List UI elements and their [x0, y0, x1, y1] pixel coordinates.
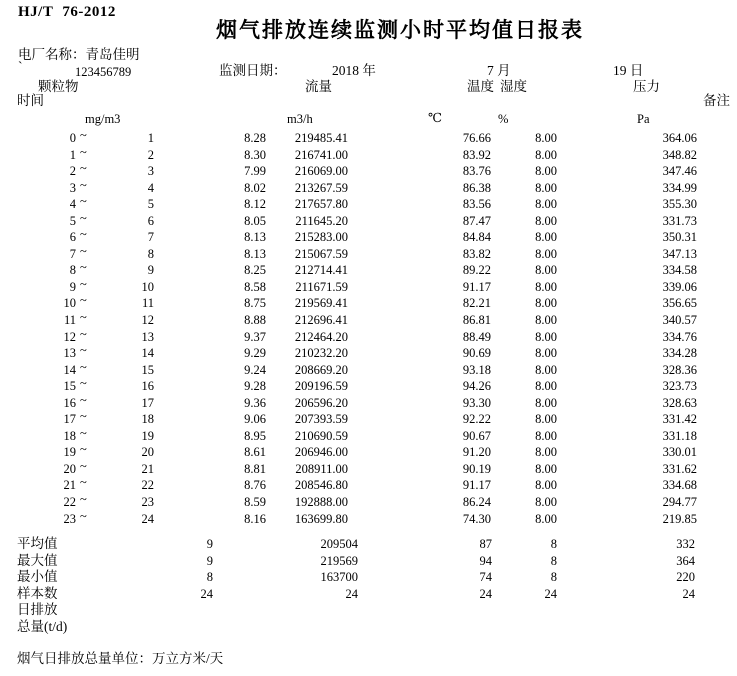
- pressure-value: 328.36: [662, 362, 697, 377]
- pm-value: 9.29: [244, 346, 266, 361]
- flow-value: 215067.59: [294, 246, 348, 261]
- to-hour: 16: [141, 379, 154, 394]
- from-hour: 5: [69, 213, 76, 228]
- humidity-value: 8.00: [535, 329, 557, 344]
- flow-value: 215283.00: [294, 230, 348, 245]
- to-hour: 1: [147, 131, 154, 145]
- humidity-value: 8.00: [535, 495, 557, 510]
- pressure-value: 331.62: [662, 461, 697, 476]
- range-separator: ~: [80, 475, 87, 490]
- table-row: [0, 196, 737, 213]
- humidity-value: 8.00: [535, 213, 557, 228]
- table-row: [0, 345, 737, 362]
- monitor-date-label: 监测日期：: [219, 63, 287, 78]
- pressure-value: 347.13: [662, 246, 697, 261]
- range-separator: ~: [80, 343, 87, 358]
- range-separator: ~: [80, 161, 87, 176]
- summary-value: 8: [550, 570, 557, 585]
- range-separator: ~: [80, 425, 87, 440]
- pressure-value: 331.18: [662, 428, 697, 443]
- flow-value: 212696.41: [294, 313, 348, 328]
- range-separator: ~: [80, 310, 87, 325]
- temp-value: 76.66: [462, 131, 491, 145]
- pressure-value: 334.99: [662, 180, 697, 195]
- summary-value: 8: [550, 553, 557, 568]
- humidity-value: 8.00: [535, 197, 557, 212]
- summary-label: 总量(t/d): [17, 618, 68, 634]
- table-row: [0, 177, 737, 197]
- pm-value: 8.13: [244, 230, 266, 245]
- pressure-value: 364.06: [662, 131, 697, 145]
- col-header-remark: 备注: [703, 93, 730, 108]
- from-hour: 14: [63, 362, 76, 377]
- table-row: [0, 144, 737, 164]
- from-hour: 20: [63, 461, 76, 476]
- table-row: [0, 326, 737, 346]
- from-hour: 2: [69, 164, 76, 179]
- summary-label: 平均值: [17, 536, 58, 551]
- humidity-value: 8.00: [535, 246, 557, 261]
- pm-value: 8.58: [244, 279, 266, 294]
- flow-value: 208546.80: [294, 478, 348, 493]
- from-hour: 23: [63, 511, 76, 526]
- temp-value: 86.38: [462, 180, 491, 195]
- summary-row: [0, 536, 737, 553]
- humidity-value: 8.00: [535, 131, 557, 145]
- range-separator: ~: [80, 442, 87, 457]
- temp-value: 86.24: [462, 495, 491, 510]
- to-hour: 12: [141, 313, 154, 328]
- col-header-flow: 流量: [305, 79, 332, 94]
- from-hour: 0: [69, 131, 76, 145]
- flow-value: 207393.59: [294, 412, 348, 427]
- summary-row: [0, 569, 737, 586]
- summary-value: 163700: [320, 570, 358, 585]
- pm-value: 7.99: [244, 164, 266, 179]
- table-row: [0, 210, 737, 230]
- temp-value: 92.22: [462, 412, 491, 427]
- from-hour: 1: [69, 147, 76, 162]
- temp-value: 93.18: [462, 362, 491, 377]
- col-header-pressure: 压力: [633, 79, 660, 94]
- pressure-value: 347.46: [662, 164, 697, 179]
- monitor-date-year: 2018 年: [332, 63, 376, 78]
- range-separator: ~: [80, 177, 87, 192]
- temp-value: 90.67: [462, 428, 491, 443]
- pressure-value: 355.30: [662, 197, 697, 212]
- temp-value: 91.17: [462, 279, 491, 294]
- to-hour: 24: [141, 511, 154, 526]
- pm-value: 8.05: [244, 213, 266, 228]
- summary-value: 8: [550, 537, 557, 551]
- table-row: [0, 243, 737, 263]
- summary-label: 最大值: [17, 552, 58, 568]
- range-separator: ~: [80, 326, 87, 341]
- from-hour: 13: [63, 346, 76, 361]
- pm-value: 8.76: [244, 478, 266, 493]
- table-row: [0, 444, 737, 461]
- to-hour: 21: [141, 461, 154, 476]
- from-hour: 4: [69, 197, 76, 212]
- from-hour: 6: [69, 230, 76, 245]
- pressure-value: 348.82: [662, 147, 697, 162]
- to-hour: 3: [147, 164, 154, 179]
- humidity-value: 8.00: [535, 412, 557, 427]
- pressure-value: 334.28: [662, 346, 697, 361]
- to-hour: 6: [147, 213, 154, 228]
- humidity-value: 8.00: [535, 511, 557, 526]
- summary-rows: [0, 536, 737, 636]
- flow-value: 208669.20: [294, 362, 348, 377]
- flow-value: 208911.00: [295, 461, 348, 476]
- flow-value: 219569.41: [294, 296, 348, 311]
- pressure-value: 330.01: [662, 445, 697, 460]
- from-hour: 17: [63, 412, 76, 427]
- flow-value: 210690.59: [294, 428, 348, 443]
- humidity-value: 8.00: [535, 180, 557, 195]
- temp-value: 83.76: [462, 164, 491, 179]
- from-hour: 21: [63, 478, 76, 493]
- col-header-temp: 温度: [467, 79, 494, 94]
- summary-value: 9: [206, 537, 213, 551]
- summary-value: 219569: [320, 553, 358, 568]
- from-hour: 12: [63, 329, 76, 344]
- pressure-value: 356.65: [662, 296, 697, 311]
- table-row: [0, 458, 737, 478]
- humidity-value: 8.00: [535, 164, 557, 179]
- pm-value: 9.36: [244, 395, 266, 410]
- pm-value: 8.25: [244, 263, 266, 278]
- table-row: [0, 508, 737, 528]
- col-header-time: 时间: [17, 93, 44, 108]
- standard-code: HJ/T 76-2012: [18, 4, 116, 20]
- data-rows: [0, 130, 737, 527]
- pm-value: 8.16: [244, 511, 266, 526]
- pressure-value: 339.06: [662, 279, 697, 294]
- to-hour: 13: [141, 329, 154, 344]
- temp-value: 88.49: [462, 329, 491, 344]
- temp-value: 91.20: [462, 445, 491, 460]
- summary-row: [0, 619, 737, 636]
- table-row: [0, 229, 737, 246]
- summary-label: 日排放: [17, 602, 58, 618]
- to-hour: 4: [147, 180, 154, 195]
- range-separator: ~: [80, 409, 87, 424]
- flow-value: 216069.00: [294, 164, 348, 179]
- from-hour: 10: [63, 296, 76, 311]
- temp-value: 83.56: [462, 197, 491, 212]
- from-hour: 9: [69, 279, 76, 294]
- summary-row: [0, 602, 737, 619]
- summary-value: 24: [479, 586, 492, 601]
- table-row: [0, 312, 737, 329]
- temp-value: 90.69: [462, 346, 491, 361]
- pm-value: 8.59: [244, 495, 266, 510]
- flow-value: 216741.00: [294, 147, 348, 162]
- range-separator: ~: [80, 243, 87, 258]
- pressure-value: 331.42: [662, 412, 697, 427]
- humidity-value: 8.00: [535, 313, 557, 328]
- pressure-value: 340.57: [662, 313, 697, 328]
- temp-value: 86.81: [462, 313, 491, 328]
- plant-name: 电厂名称：青岛佳明: [18, 47, 140, 62]
- summary-value: 364: [676, 553, 695, 568]
- range-separator: ~: [80, 492, 87, 507]
- range-separator: ~: [80, 194, 87, 209]
- from-hour: 15: [63, 379, 76, 394]
- col-header-humidity: 湿度: [500, 79, 527, 94]
- summary-label: 样本数: [17, 585, 58, 601]
- pressure-value: 334.68: [662, 478, 697, 493]
- humidity-value: 8.00: [535, 461, 557, 476]
- flow-value: 219485.41: [294, 131, 348, 145]
- range-separator: ~: [80, 359, 87, 374]
- from-hour: 11: [63, 313, 76, 328]
- pm-value: 8.75: [244, 296, 266, 311]
- table-row: [0, 359, 737, 379]
- summary-value: 24: [200, 586, 213, 601]
- pm-value: 8.02: [244, 180, 266, 195]
- summary-value: 209504: [320, 537, 358, 551]
- unit-flow: m3/h: [287, 112, 313, 126]
- tick-mark: `: [18, 59, 23, 74]
- temp-value: 87.47: [462, 213, 491, 228]
- summary-row: [0, 553, 737, 570]
- pm-value: 8.12: [244, 197, 266, 212]
- range-separator: ~: [80, 128, 87, 142]
- to-hour: 22: [141, 478, 154, 493]
- pressure-value: 328.63: [662, 395, 697, 410]
- table-row: [0, 477, 737, 494]
- flow-value: 213267.59: [294, 180, 348, 195]
- range-separator: ~: [80, 293, 87, 308]
- unit-pm: mg/m3: [85, 112, 121, 126]
- humidity-value: 8.00: [535, 445, 557, 460]
- table-row: [0, 262, 737, 279]
- to-hour: 8: [147, 246, 154, 261]
- pm-value: 8.95: [244, 428, 266, 443]
- pm-value: 9.37: [244, 329, 266, 344]
- pressure-value: 294.77: [662, 495, 697, 510]
- from-hour: 19: [63, 445, 76, 460]
- flow-value: 192888.00: [294, 495, 348, 510]
- humidity-value: 8.00: [535, 362, 557, 377]
- range-separator: ~: [80, 144, 87, 159]
- temp-value: 89.22: [462, 263, 491, 278]
- flow-value: 210232.20: [294, 346, 348, 361]
- summary-label: 最小值: [17, 569, 58, 585]
- humidity-value: 8.00: [535, 263, 557, 278]
- pm-value: 8.88: [244, 313, 266, 328]
- from-hour: 18: [63, 428, 76, 443]
- pm-value: 9.24: [244, 362, 266, 377]
- temp-value: 94.26: [462, 379, 491, 394]
- pm-value: 8.81: [244, 461, 266, 476]
- pm-value: 8.28: [244, 131, 266, 145]
- summary-value: 9: [206, 553, 213, 568]
- to-hour: 20: [141, 445, 154, 460]
- unit-pressure: Pa: [637, 112, 650, 126]
- table-row: [0, 494, 737, 511]
- pm-value: 8.30: [244, 147, 266, 162]
- monitor-date-month: 7 月: [487, 63, 511, 78]
- monitor-date-day: 19 日: [613, 63, 644, 78]
- range-separator: ~: [80, 376, 87, 391]
- pressure-value: 334.76: [662, 329, 697, 344]
- from-hour: 3: [69, 180, 76, 195]
- table-row: [0, 425, 737, 445]
- pressure-value: 334.58: [662, 263, 697, 278]
- pm-value: 8.13: [244, 246, 266, 261]
- pressure-value: 331.73: [662, 213, 697, 228]
- summary-value: 8: [206, 570, 213, 585]
- to-hour: 15: [141, 362, 154, 377]
- col-header-pm: 颗粒物: [38, 79, 79, 94]
- temp-value: 83.92: [462, 147, 491, 162]
- flow-value: 212714.41: [294, 263, 348, 278]
- summary-value: 24: [544, 586, 557, 601]
- summary-value: 74: [479, 570, 492, 585]
- humidity-value: 8.00: [535, 147, 557, 162]
- to-hour: 11: [141, 296, 154, 311]
- flow-value: 212464.20: [294, 329, 348, 344]
- humidity-value: 8.00: [535, 379, 557, 394]
- summary-value: 24: [682, 586, 695, 601]
- report-title: 烟气排放连续监测小时平均值日报表: [216, 18, 584, 42]
- humidity-value: 8.00: [535, 346, 557, 361]
- temp-value: 91.17: [462, 478, 491, 493]
- humidity-value: 8.00: [535, 279, 557, 294]
- summary-value: 87: [479, 537, 492, 551]
- pm-value: 9.06: [244, 412, 266, 427]
- summary-row: [0, 586, 737, 603]
- table-row: [0, 163, 737, 180]
- range-separator: ~: [80, 392, 87, 407]
- range-separator: ~: [80, 210, 87, 225]
- to-hour: 14: [141, 346, 154, 361]
- temp-value: 93.30: [462, 395, 491, 410]
- from-hour: 22: [63, 495, 76, 510]
- pm-value: 9.28: [244, 379, 266, 394]
- to-hour: 7: [147, 230, 154, 245]
- flow-value: 217657.80: [294, 197, 348, 212]
- table-row: [0, 411, 737, 428]
- flow-value: 211671.59: [295, 279, 348, 294]
- summary-value: 220: [676, 570, 695, 585]
- humidity-value: 8.00: [535, 478, 557, 493]
- table-row: [0, 378, 737, 395]
- temp-value: 84.84: [462, 230, 491, 245]
- to-hour: 10: [141, 279, 154, 294]
- summary-value: 94: [479, 553, 492, 568]
- flow-value: 211645.20: [295, 213, 348, 228]
- table-row: [0, 392, 737, 412]
- temp-value: 74.30: [462, 511, 491, 526]
- summary-value: 332: [676, 537, 695, 551]
- to-hour: 2: [147, 147, 154, 162]
- range-separator: ~: [80, 260, 87, 275]
- flow-value: 206596.20: [294, 395, 348, 410]
- to-hour: 9: [147, 263, 154, 278]
- flow-value: 163699.80: [294, 511, 348, 526]
- pressure-value: 350.31: [662, 230, 697, 245]
- flow-value: 209196.59: [294, 379, 348, 394]
- humidity-value: 8.00: [535, 428, 557, 443]
- range-separator: ~: [80, 508, 87, 523]
- flow-value: 206946.00: [294, 445, 348, 460]
- to-hour: 19: [141, 428, 154, 443]
- footer-note: 烟气日排放总量单位：万立方米/天: [17, 651, 224, 666]
- range-separator: ~: [80, 227, 87, 242]
- unit-temp: ℃: [428, 111, 442, 125]
- to-hour: 17: [141, 395, 154, 410]
- temp-value: 82.21: [462, 296, 491, 311]
- unit-humidity: %: [498, 112, 509, 126]
- pm-value: 8.61: [244, 445, 266, 460]
- table-row: [0, 295, 737, 312]
- to-hour: 23: [141, 495, 154, 510]
- to-hour: 5: [147, 197, 154, 212]
- to-hour: 18: [141, 412, 154, 427]
- table-row: [0, 130, 737, 147]
- table-row: [0, 276, 737, 296]
- range-separator: ~: [80, 276, 87, 291]
- humidity-value: 8.00: [535, 395, 557, 410]
- humidity-value: 8.00: [535, 230, 557, 245]
- temp-value: 90.19: [462, 461, 491, 476]
- range-separator: ~: [80, 458, 87, 473]
- plant-code: 123456789: [75, 65, 132, 79]
- temp-value: 83.82: [462, 246, 491, 261]
- from-hour: 16: [63, 395, 76, 410]
- pressure-value: 323.73: [662, 379, 697, 394]
- summary-value: 24: [345, 586, 358, 601]
- from-hour: 8: [69, 263, 76, 278]
- humidity-value: 8.00: [535, 296, 557, 311]
- pressure-value: 219.85: [662, 511, 697, 526]
- from-hour: 7: [69, 246, 76, 261]
